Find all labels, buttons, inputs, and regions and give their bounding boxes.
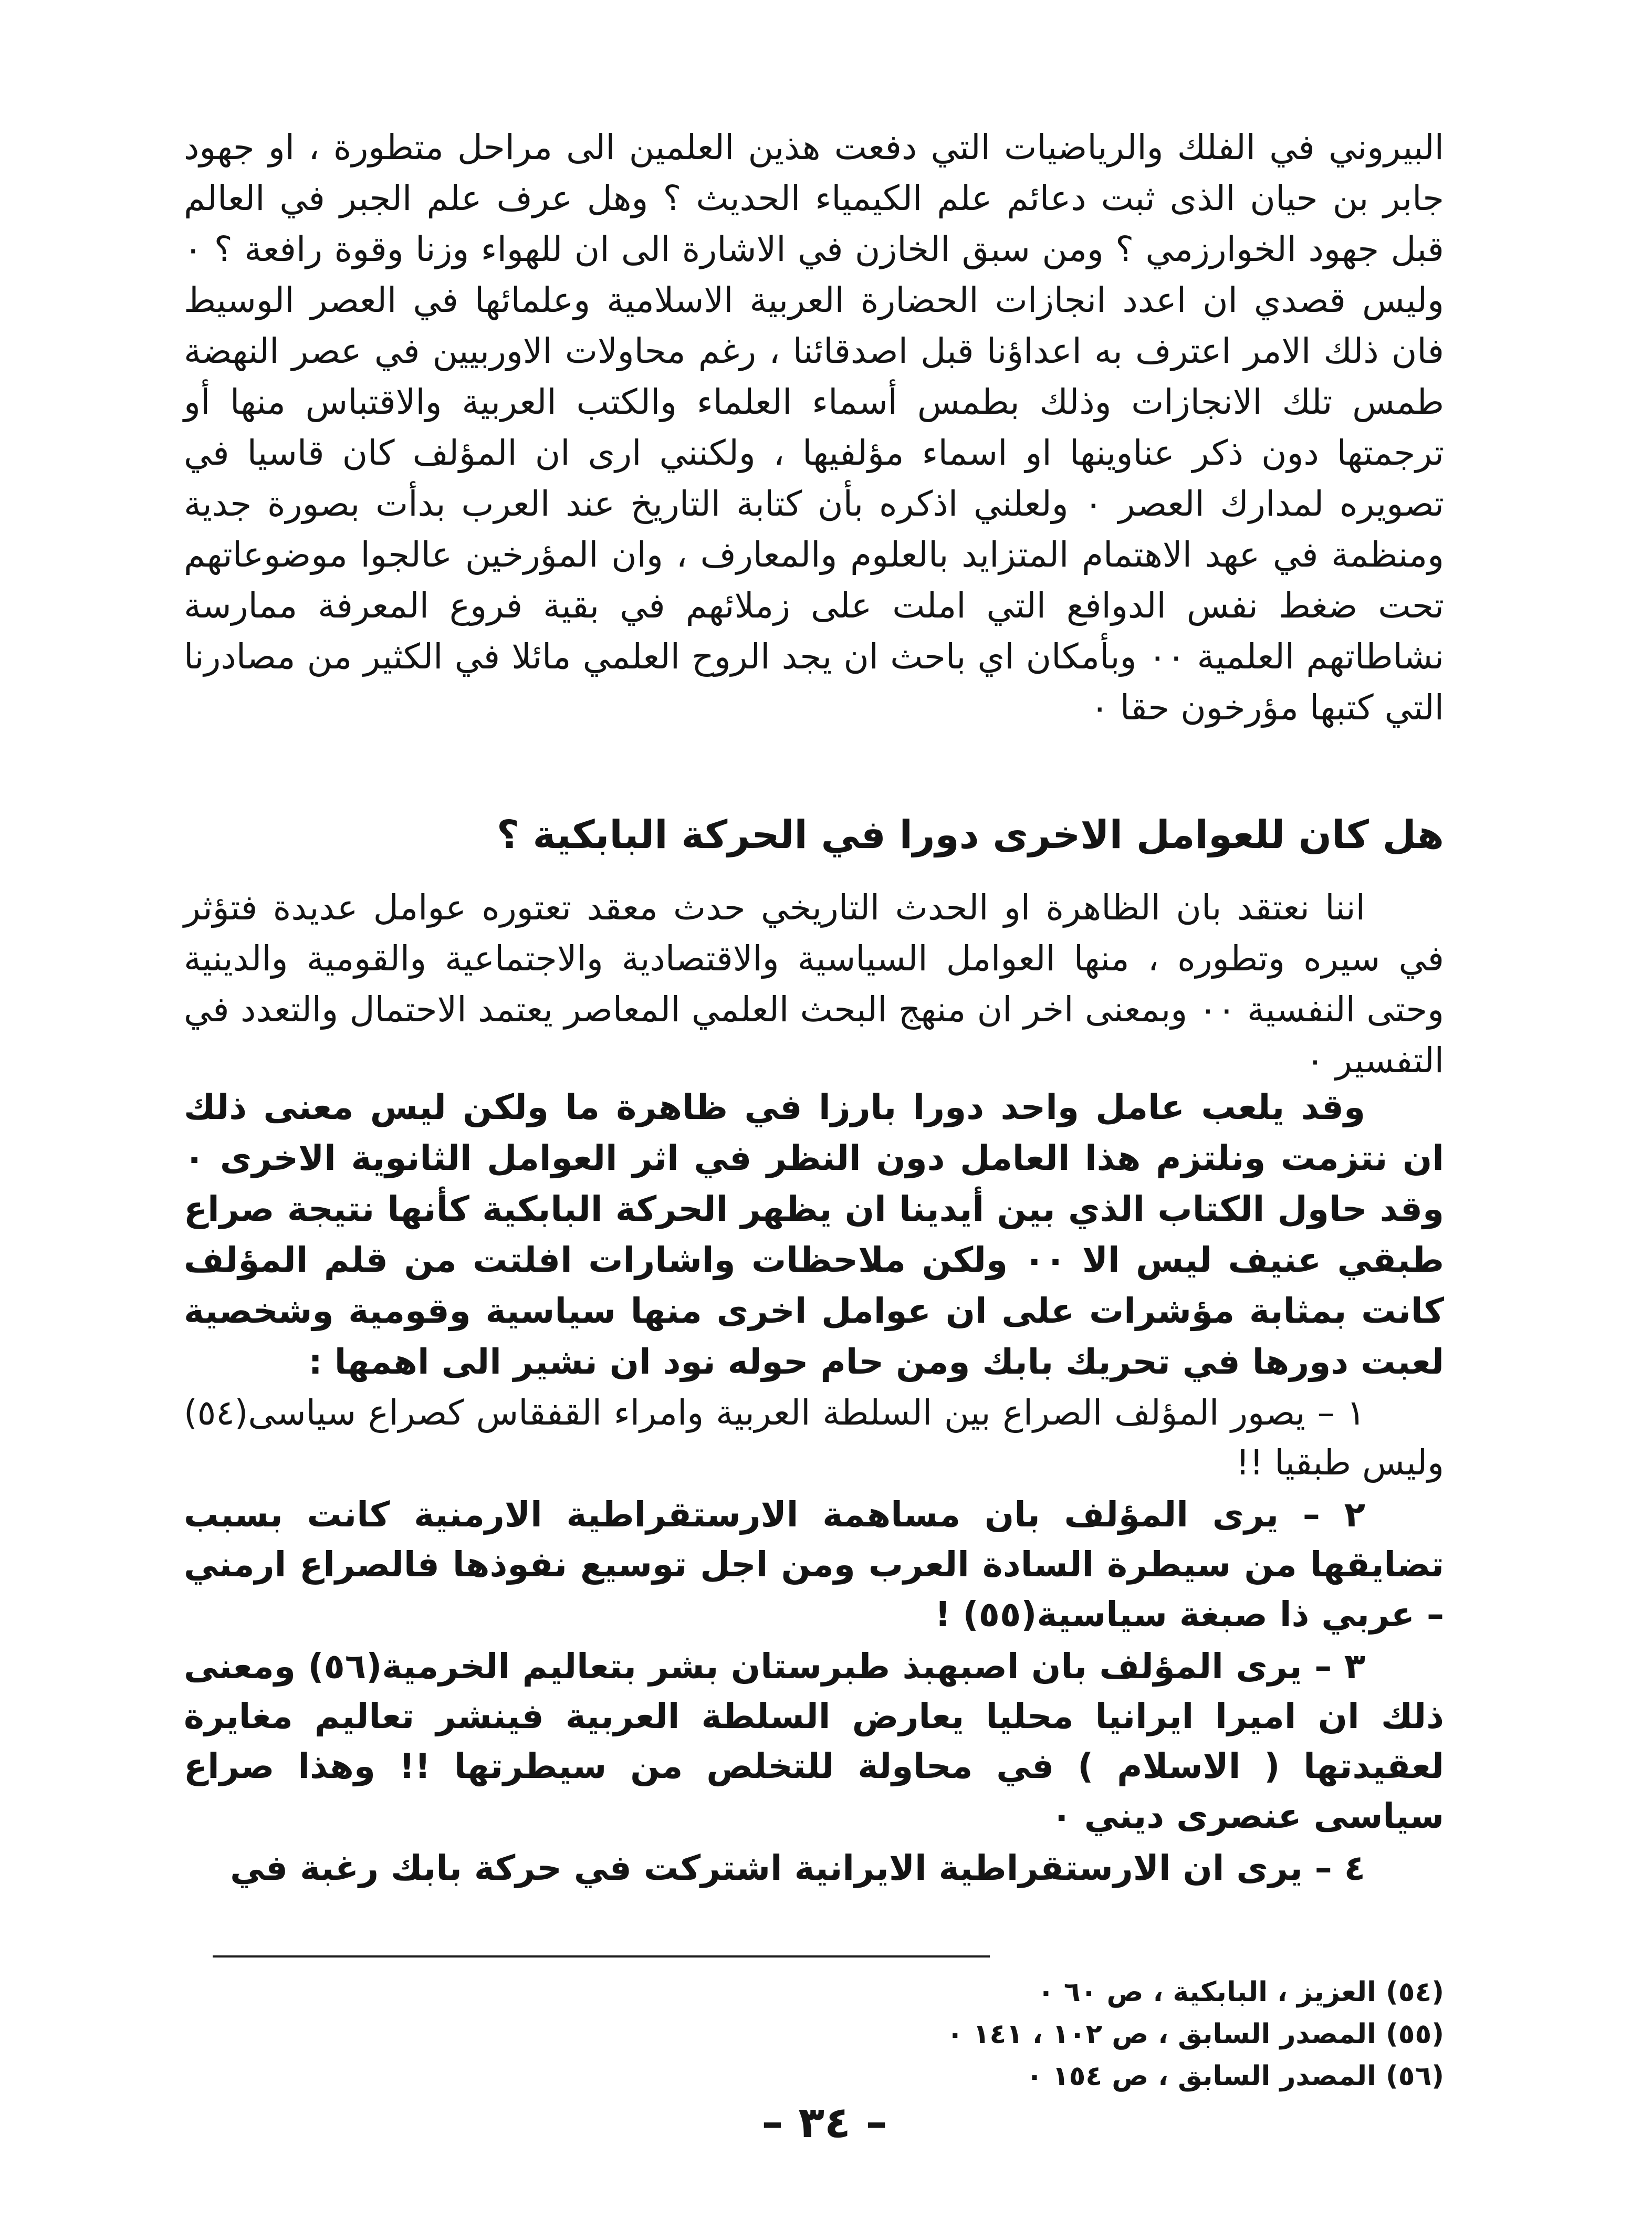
footnote-divider xyxy=(213,1955,990,1958)
footnote: (٥٦) المصدر السابق ، ص ١٥٤ ٠ xyxy=(1026,2060,1444,2092)
list-item: ١ – يصور المؤلف الصراع بين السلطة العربية وامراء القفقاس كصراع سياسى(٥٤) وليس طبقيا !! xyxy=(184,1393,1444,1483)
numbered-points xyxy=(184,1388,1444,1895)
footnotes xyxy=(184,1971,1444,2097)
body-paragraph: اننا نعتقد بان الظاهرة او الحدث التاريخي حدث معقد تعتوره عوامل عديدة فتؤثر في سيره وتطوره ، منها العوامل السياسية والاقتصادية والاجتماعية والقومية والدينية وحتى النفسية ٠٠ وبمعنى اخر ان منهج البحث العلمي المعاصر يعتمد الاحتمال والتعدد في التفسير ٠ xyxy=(184,887,1445,1081)
footnote: (٥٥) المصدر السابق ، ص ١٠٢ ، ١٤١ ٠ xyxy=(946,2018,1444,2050)
footnote: (٥٤) العزيز ، البابكية ، ص ٦٠ ٠ xyxy=(1038,1976,1444,2008)
section-heading: هل كان للعوامل الاخرى دورا في الحركة البابكية ؟ xyxy=(496,812,1444,857)
body-paragraph: وقد يلعب عامل واحد دورا بارزا في ظاهرة ما ولكن ليس معنى ذلك ان نتزمت ونلتزم هذا العامل دون النظر في اثر العوامل الثانوية الاخرى ٠ وقد حاول الكتاب الذي بين أيدينا ان يظهر الحركة البابكية كأنها نتيجة صراع طبقي عنيف ليس الا ٠٠ ولكن ملاحظات واشارات افلتت من قلم المؤلف كانت بمثابة مؤشرات على ان عوامل اخرى منها سياسية وقومية وشخصية لعبت دورها في تحريك بابك ومن حام حوله نود ان نشير الى اهمها : xyxy=(184,1087,1445,1382)
page-number: – ٣٤ – xyxy=(761,2098,887,2148)
list-item: ٣ – يرى المؤلف بان اصبهبذ طبرستان بشر بتعاليم الخرمية(٥٦) ومعنى ذلك ان اميرا ايرانيا محليا يعارض السلطة العربية فينشر تعاليم مغايرة لعقيدتها ( الاسلام ) في محاولة للتخلص من سيطرتها !! وهذا صراع سياسى عنصرى ديني ٠ xyxy=(184,1646,1444,1836)
body-paragraph: البيروني في الفلك والرياضيات التي دفعت هذين العلمين الى مراحل متطورة ، او جهود جابر بن حيان الذى ثبت دعائم علم الكيمياء الحديث ؟ وهل عرف علم الجبر في العالم قبل جهود الخوارزمي ؟ ومن سبق الخازن في الاشارة الى ان للهواء وزنا وقوة رافعة ؟ ٠ وليس قصدي ان اعدد انجازات الحضارة العربية الاسلامية وعلمائها في العصر الوسيط فان ذلك الامر اعترف به اعداؤنا قبل اصدقائنا ، رغم محاولات الاوربيين في عصر النهضة طمس تلك الانجازات وذلك بطمس أسماء العلماء والكتب العربية والاقتباس منها أو ترجمتها دون ذكر عناوينها او اسماء مؤلفيها ، ولكنني ارى ان المؤلف كان قاسيا في تصويره لمدارك العصر ٠ ولعلني اذكره بأن كتابة التاريخ عند العرب بدأت بصورة جدية ومنظمة في عهد الاهتمام المتزايد بالعلوم والمعارف ، وان المؤرخين عالجوا موضوعاتهم تحت ضغط نفس الدوافع التي املت على زملائهم في بقية فروع المعرفة ممارسة نشاطاتهم العلمية ٠٠ وبأمكان اي باحث ان يجد الروح العلمي مائلا في الكثير من مصادرنا التي كتبها مؤرخون حقا ٠ xyxy=(184,127,1445,728)
list-item: ٤ – يرى ان الارستقراطية الايرانية اشتركت في حركة بابك رغبة في xyxy=(230,1848,1365,1888)
list-item: ٢ – يرى المؤلف بان مساهمة الارستقراطية الارمنية كانت بسبب تضايقها من سيطرة السادة العرب ومن اجل توسيع نفوذها فالصراع ارمني – عربي ذا صبغة سياسية(٥٥) ! xyxy=(184,1494,1444,1635)
